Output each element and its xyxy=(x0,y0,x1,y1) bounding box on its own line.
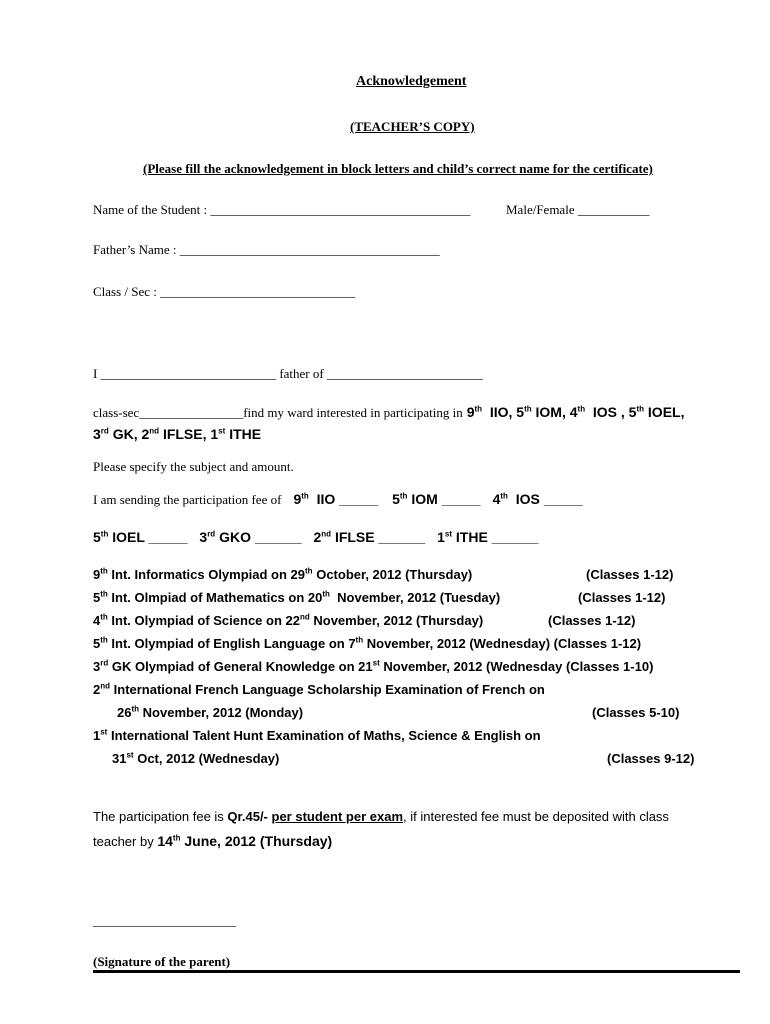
fee-item[interactable]: 2nd IFLSE ______ xyxy=(313,529,426,545)
signature-line[interactable]: ______________________ xyxy=(93,913,236,928)
fee-row-2 xyxy=(93,529,538,545)
exam-item: 3rd GK Olympiad of General Knowledge on 21st November, 2012 (Wednesday (Classes 1-10) xyxy=(93,658,654,674)
fee-amount: Qr.45/- xyxy=(227,809,268,824)
exam-classes: (Classes 1-12) xyxy=(586,567,674,582)
exam-item: 4th Int. Olympiad of Science on 22nd November, 2012 (Thursday) xyxy=(93,612,484,628)
class-sec-field[interactable]: Class / Sec : ______________________________ xyxy=(93,284,356,299)
exam-classes: (Classes 5-10) xyxy=(592,705,680,720)
exam-classes: (Classes 1-12) xyxy=(578,590,666,605)
specify-text: Please specify the subject and amount. xyxy=(93,459,294,474)
exam-list-inline-cont: 3rd GK, 2nd IFLSE, 1st ITHE xyxy=(93,426,262,442)
fee-row-1 xyxy=(93,491,583,509)
exam-item: 5th Int. Olympiad of English Language on 7th November, 2012 (Wednesday) (Classes 1-12) xyxy=(93,635,642,651)
sending-text: I am sending the participation fee of xyxy=(93,492,282,507)
fee-deadline: teacher by 14th June, 2012 (Thursday) xyxy=(93,833,333,849)
declaration-father-text: I ___________________________ father of xyxy=(93,366,324,381)
exam-classes: (Classes 9-12) xyxy=(607,751,695,766)
exam-item: 2nd International French Language Scholarship Examination of French on xyxy=(93,681,545,697)
exam-item: 1st International Talent Hunt Examination of Maths, Science & English on xyxy=(93,727,541,743)
fee-item[interactable]: 1st ITHE ______ xyxy=(437,529,539,545)
fee-item[interactable]: 3rd GKO ______ xyxy=(199,529,302,545)
exam-item: 5th Int. Olmpiad of Mathematics on 20th November, 2012 (Tuesday) xyxy=(93,589,501,605)
exam-item: 26th November, 2012 (Monday) xyxy=(117,704,304,720)
fee-per: per student per exam xyxy=(271,809,404,824)
gender-field[interactable]: Male/Female ___________ xyxy=(506,202,650,217)
declaration-line-1 xyxy=(93,366,483,382)
signature-label: (Signature of the parent) xyxy=(93,954,231,969)
declaration-class-text: class-sec________________find my ward interested in participating in xyxy=(93,405,463,420)
exam-classes: (Classes 1-12) xyxy=(548,613,636,628)
fee-item[interactable]: 5th IOM _____ xyxy=(392,491,481,507)
instruction-text: (Please fill the acknowledgement in block letters and child’s correct name for the certificate) xyxy=(143,161,653,176)
bottom-rule xyxy=(93,970,740,973)
exam-list-inline: 9th IIO, 5th IOM, 4th IOS , 5th IOEL, xyxy=(466,404,685,420)
student-name-field[interactable]: Name of the Student : ________________________________________ xyxy=(93,202,471,217)
exam-item: 9th Int. Informatics Olympiad on 29th October, 2012 (Thursday) xyxy=(93,566,473,582)
fee-item[interactable]: 5th IOEL _____ xyxy=(93,529,188,545)
page-title: Acknowledgement xyxy=(356,74,467,89)
declaration-ward-blank[interactable]: ________________________ xyxy=(326,366,483,381)
declaration-line-2 xyxy=(93,404,684,422)
fee-item[interactable]: 4th IOS _____ xyxy=(492,491,583,507)
fee-note: The participation fee is Qr.45/- per student per exam, if interested fee must be deposited with class xyxy=(93,809,669,824)
exam-item: 31st Oct, 2012 (Wednesday) xyxy=(112,750,280,766)
father-name-field[interactable]: Father’s Name : ________________________________________ xyxy=(93,242,440,257)
fee-item[interactable]: 9th IIO _____ xyxy=(293,491,379,507)
copy-label: (TEACHER’S COPY) xyxy=(350,119,475,134)
